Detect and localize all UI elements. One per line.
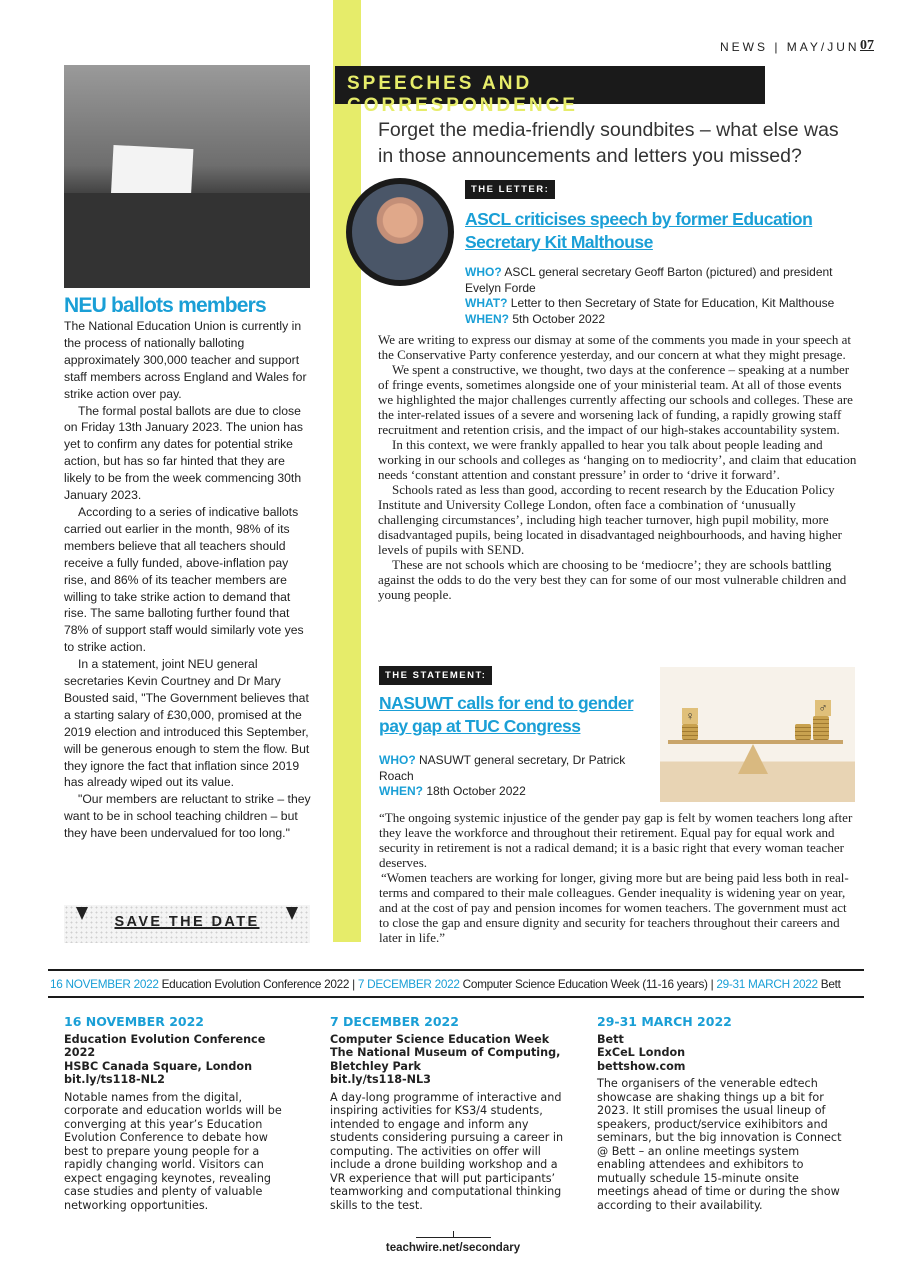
paragraph: According to a series of indicative ballots carried out earlier in the month, 98% of its members believe that all teachers should receive a fully funded, above-inflation pay rise, and 86% of its teacher members are willing to take strike action to demand that rise. The same balloting further found that 78% of support staff would similarly vote yes to strike action. [64,504,304,655]
when-value: 5th October 2022 [512,311,606,326]
paragraph: "Our members are reluctant to strike – they want to be in school teaching children – but they have been undervalued for too long." [64,792,311,841]
scale-pivot [738,744,768,774]
paragraph: The National Education Union is currently in the process of nationally balloting approximately 300,000 teacher and support staff members across England and Wales for strike action over pay. [64,319,307,401]
ticker-text: Computer Science Education Week (11-16 years) | [459,977,717,991]
paragraph: Schools rated as less than good, according to recent research by the Education Policy Institute and University College London, often face a combination of ‘unusually challenging circumstances’, including high teacher turnover, high pupil mobility, more disadvantaged pupils, being located in disadvantaged neighbourhoods, and having higher levels of pupils with SEND. [378,482,842,557]
ticker-date: 7 DECEMBER 2022 [357,977,460,991]
letter-tag: THE LETTER: [465,180,555,199]
event-venue: The National Museum of Computing, Bletchley Park [330,1046,561,1073]
event-date: 29-31 MARCH 2022 [597,1014,732,1029]
what-label: WHAT? [465,296,508,310]
events-ticker [50,977,864,991]
event-date: 16 NOVEMBER 2022 [64,1014,204,1029]
event-date: 7 DECEMBER 2022 [330,1014,459,1029]
page-number: 07 [860,38,874,53]
accent-band [333,0,361,942]
gender-scale-image [660,667,855,802]
section-intro: Forget the media-friendly soundbites – what else was in those announcements and letters you missed? [378,119,839,167]
footer-rule-tick [453,1231,454,1237]
neu-headline: NEU ballots members [64,294,266,317]
who-label: WHO? [465,265,502,279]
paragraph: “Women teachers are working for longer, giving more but are being paid less both in real-terms and compared to their male colleagues. Gender inequality is widening year on year, and at the cost of pay and pension incomes for women teachers. The government must act to close the gap and ensure dignity and security for teachers throughout their careers and later in life.” [379,870,849,945]
save-the-date-banner [64,905,310,943]
event-card [597,1015,847,1212]
event-description: Notable names from the digital, corporate and education worlds will be converging at this year’s Education Evolution Conference to debate how best to prepare young people for a rapidly changing world. Visitors can expect engaging keynotes, revealing case studies and plenty of valuable networking opportunities. [64,1090,282,1212]
event-name: Computer Science Education Week [330,1032,550,1046]
letter-headline[interactable]: ASCL criticises speech by former Education Secretary Kit Malthouse [465,209,813,252]
male-icon: ♂ [815,700,831,716]
paragraph: The formal postal ballots are due to close on Friday 13th January 2023. The union has yet to confirm any dates for potential strike action, but has so far hinted that they are likely to be from the week commencing 30th January 2023. [64,403,303,503]
portrait-photo [346,178,454,286]
event-venue: ExCeL London [597,1046,686,1059]
save-the-date-label: SAVE THE DATE [114,914,260,930]
event-description: A day-long programme of interactive and inspiring activities for KS3/4 students, intended to engage and inform any students considering pursuing a career in computing. The activities on offer will include a drone building workshop and a VR experience that will put participants’ teamworking and computational thinking skills to the test. [330,1090,564,1212]
ticker-text: Bett [817,977,841,991]
statement-tag: THE STATEMENT: [379,666,492,685]
paragraph: We are writing to express our dismay at some of the comments you made in your speech at the Conservative Party conference yesterday, and our concern at what they might presage. [378,332,851,362]
event-name: Bett [597,1032,624,1046]
when-value: 18th October 2022 [426,784,526,798]
when-label: WHEN? [465,311,509,326]
event-name: Education Evolution Conference 2022 [64,1032,266,1059]
female-icon: ♀ [682,708,698,724]
coin-stack [795,724,811,740]
ticker-date: 29-31 MARCH 2022 [716,977,818,991]
event-venue: HSBC Canada Square, London [64,1059,253,1073]
section-title: SPEECHES AND CORRESPONDENCE [335,66,765,104]
divider [48,996,864,998]
paragraph: We spent a constructive, we thought, two days at the conference – speaking at a number of fringe events, sometimes alongside one of your ministerial team. At all of those events we highlighted the major challenges currently affecting our schools and colleges. These are the inter-related issues of a severe and worsening lack of funding, a rapidly growing staff recruitment and retention crisis, and the impact of our high-stakes accountability system. [378,362,853,437]
who-value: ASCL general secretary Geoff Barton (pictured) and president Evelyn Forde [465,265,833,295]
ticker-text: Education Evolution Conference 2022 | [158,977,358,991]
letter-body [378,332,858,602]
paragraph: These are not schools which are choosing to be ‘mediocre’; they are schools battling against the odds to do the very best they can for some of our most vulnerable children and young people. [378,557,847,602]
paragraph: In a statement, joint NEU general secretaries Kevin Courtney and Dr Mary Bousted said, "The Government believes that a starting salary of £30,000, promised at the 2019 election and introduced this September, will be generous enough to stem the flow. But they ignore the fact that inflation since 2019 has already wiped out its value. [64,657,310,790]
who-value: NASUWT general secretary, Dr Patrick Roach [379,753,626,783]
event-card [330,1015,570,1212]
event-link[interactable]: bettshow.com [597,1059,686,1073]
event-link[interactable]: bit.ly/ts118-NL2 [64,1073,165,1086]
event-card [64,1015,289,1212]
statement-meta [379,753,639,800]
statement-body [379,810,859,945]
coin-stack [682,724,698,740]
section-label: NEWS | MAY/JUN [720,40,860,54]
paragraph: “The ongoing systemic injustice of the gender pay gap is felt by women teachers long after they leave the workforce and throughout their retirement. Equal pay for equal work and security in retirement is not a radical demand; it is a basic right that every woman teacher deserves. [379,810,853,870]
event-description: The organisers of the venerable edtech showcase are shaking things up a bit for 2023. It still promises the usual lineup of speakers, product/service exihibitors and seminars, but the big innovation is Connect @ Bett – an online meetings system enabling attendees and exhibitors to mutually schedule 15-minute onsite meetings ahead of time or during the show according to their availability. [597,1077,842,1212]
ballot-box-photo [64,65,310,288]
what-value: Letter to then Secretary of State for Education, Kit Malthouse [510,296,835,310]
footer-url[interactable]: teachwire.net/secondary [385,1242,521,1254]
letter-meta [465,265,865,327]
event-link[interactable]: bit.ly/ts118-NL3 [330,1073,431,1086]
footer-rule [416,1237,491,1238]
who-label: WHO? [379,753,416,767]
divider [48,969,864,971]
ticker-date: 16 NOVEMBER 2022 [50,977,159,991]
paragraph: In this context, we were frankly appalled to hear you talk about people leading and working in our schools and colleges as ‘hanging on to mediocrity’, and claim that education needs ‘constant attention and constant pressure’ in order to ‘drive it forward’. [378,437,857,482]
coin-stack [813,716,829,740]
neu-article-body [64,318,312,842]
statement-headline[interactable]: NASUWT calls for end to gender pay gap at TUC Congress [379,693,634,736]
when-label: WHEN? [379,784,423,798]
